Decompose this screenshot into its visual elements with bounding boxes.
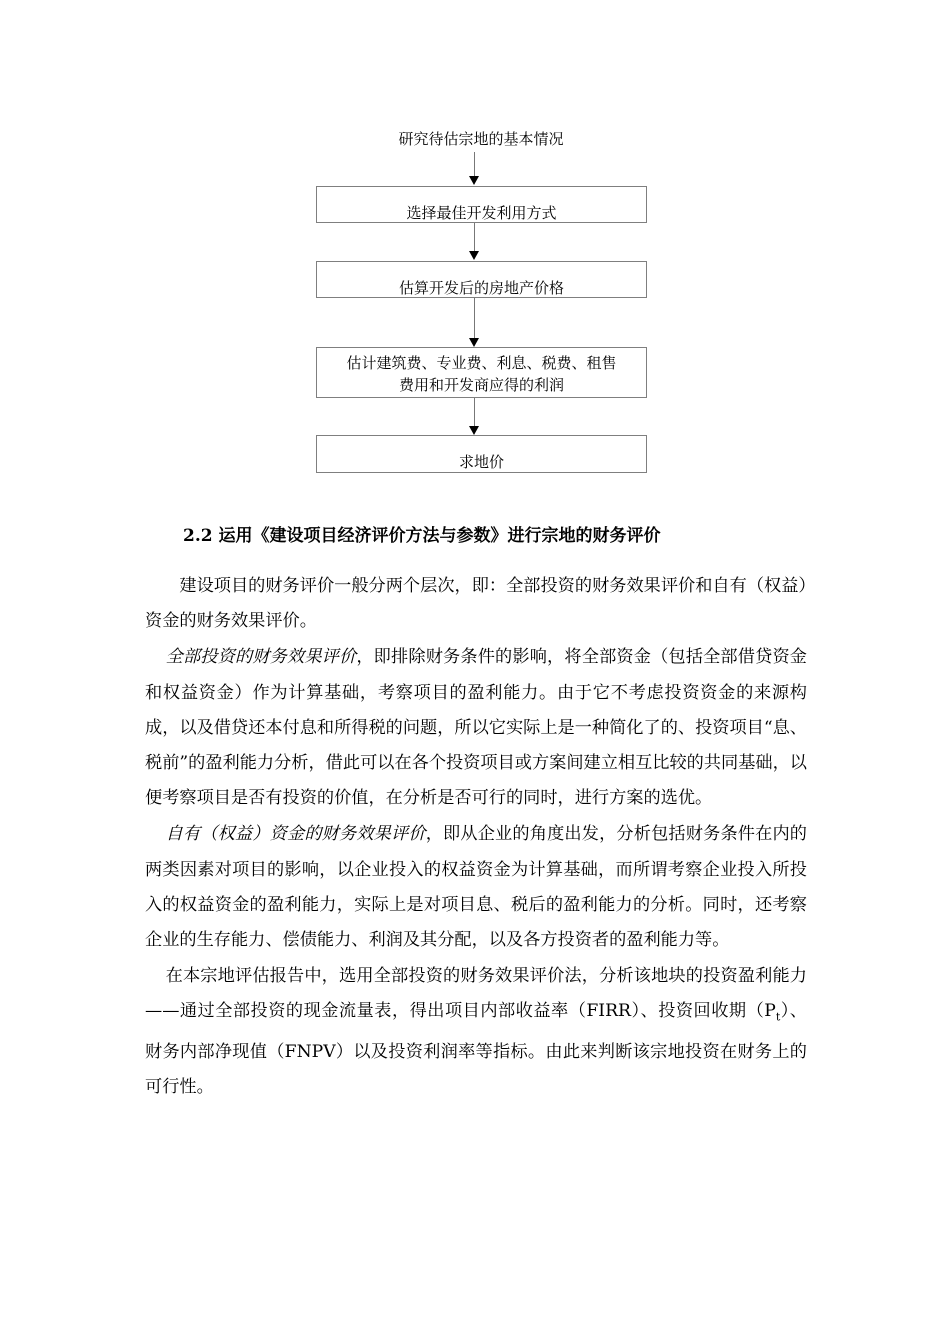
flow-step-4-line-2: 费用和开发商应得的利润 bbox=[398, 376, 564, 394]
flow-connector-4 bbox=[474, 398, 475, 426]
paragraph-3 bbox=[145, 817, 807, 958]
section-heading: 2.2 运用《建设项目经济评价方法与参数》进行宗地的财务评价 bbox=[183, 526, 661, 546]
flow-step-2 bbox=[316, 186, 647, 223]
flow-connector-1 bbox=[474, 152, 475, 177]
paragraph-4-subscript: t bbox=[775, 1010, 781, 1024]
flow-step-1: 研究待估宗地的基本情况 bbox=[398, 130, 564, 148]
paragraph-4 bbox=[145, 959, 807, 1105]
flow-arrow-1-icon bbox=[469, 176, 479, 185]
paragraph-2-text: ，即排除财务条件的影响，将全部资金（包括全部借贷资金和权益资金）作为计算基础，考察项目的盈利能力。由于它不考虑投资资金的来源构成，以及借贷还本付息和所得税的问题，所以它实际上是一种简化了的、投资项目“息、税前”的盈利能力分析，借此可以在各个投资项目或方案间建立相互比较的共同基础，以便考察项目是否有投资的价值，在分析是否可行的同时，进行方案的选优。 bbox=[145, 647, 807, 809]
flow-step-4-line-1: 估计建筑费、专业费、利息、税费、租售 bbox=[346, 354, 617, 372]
paragraph-2 bbox=[145, 640, 807, 816]
flow-arrow-2-icon bbox=[469, 251, 479, 260]
paragraph-4-text-a: 在本宗地评估报告中，选用全部投资的财务效果评价法，分析该地块的投资盈利能力——通过全部投资的现金流量表，得出项目内部收益率（FIRR）、投资回收期（P bbox=[145, 966, 807, 1022]
body-text bbox=[145, 569, 807, 1106]
flow-step-2-label: 选择最佳开发利用方式 bbox=[406, 204, 557, 222]
flow-connector-2 bbox=[474, 223, 475, 251]
flow-arrow-3-icon bbox=[469, 338, 479, 347]
flow-step-4 bbox=[316, 347, 647, 398]
paragraph-1: 建设项目的财务评价一般分两个层次，即：全部投资的财务效果评价和自有（权益）资金的财务效果评价。 bbox=[145, 576, 807, 632]
flow-step-5 bbox=[316, 435, 647, 473]
flow-arrow-4-icon bbox=[469, 426, 479, 435]
flow-step-3 bbox=[316, 261, 647, 298]
flow-step-3-label: 估算开发后的房地产价格 bbox=[398, 279, 564, 297]
flow-connector-3 bbox=[474, 298, 475, 338]
paragraph-3-emphasis: 自有（权益）资金的财务效果评价 bbox=[165, 824, 426, 845]
paragraph-2-emphasis: 全部投资的财务效果评价 bbox=[165, 647, 357, 668]
paragraph-4-text-b: ）、财务内部净现值（FNPV）以及投资利润率等指标。由此来判断该宗地投资在财务上的可行性。 bbox=[145, 1001, 807, 1098]
paragraph-3-text: ，即从企业的角度出发，分析包括财务条件在内的两类因素对项目的影响，以企业投入的权益资金为计算基础，而所谓考察企业投入所投入的权益资金的盈利能力，实际上是对项目息、税后的盈利能力的分析。同时，还考察企业的生存能力、偿债能力、利润及其分配，以及各方投资者的盈利能力等。 bbox=[145, 824, 807, 951]
flow-step-5-label: 求地价 bbox=[458, 453, 504, 471]
